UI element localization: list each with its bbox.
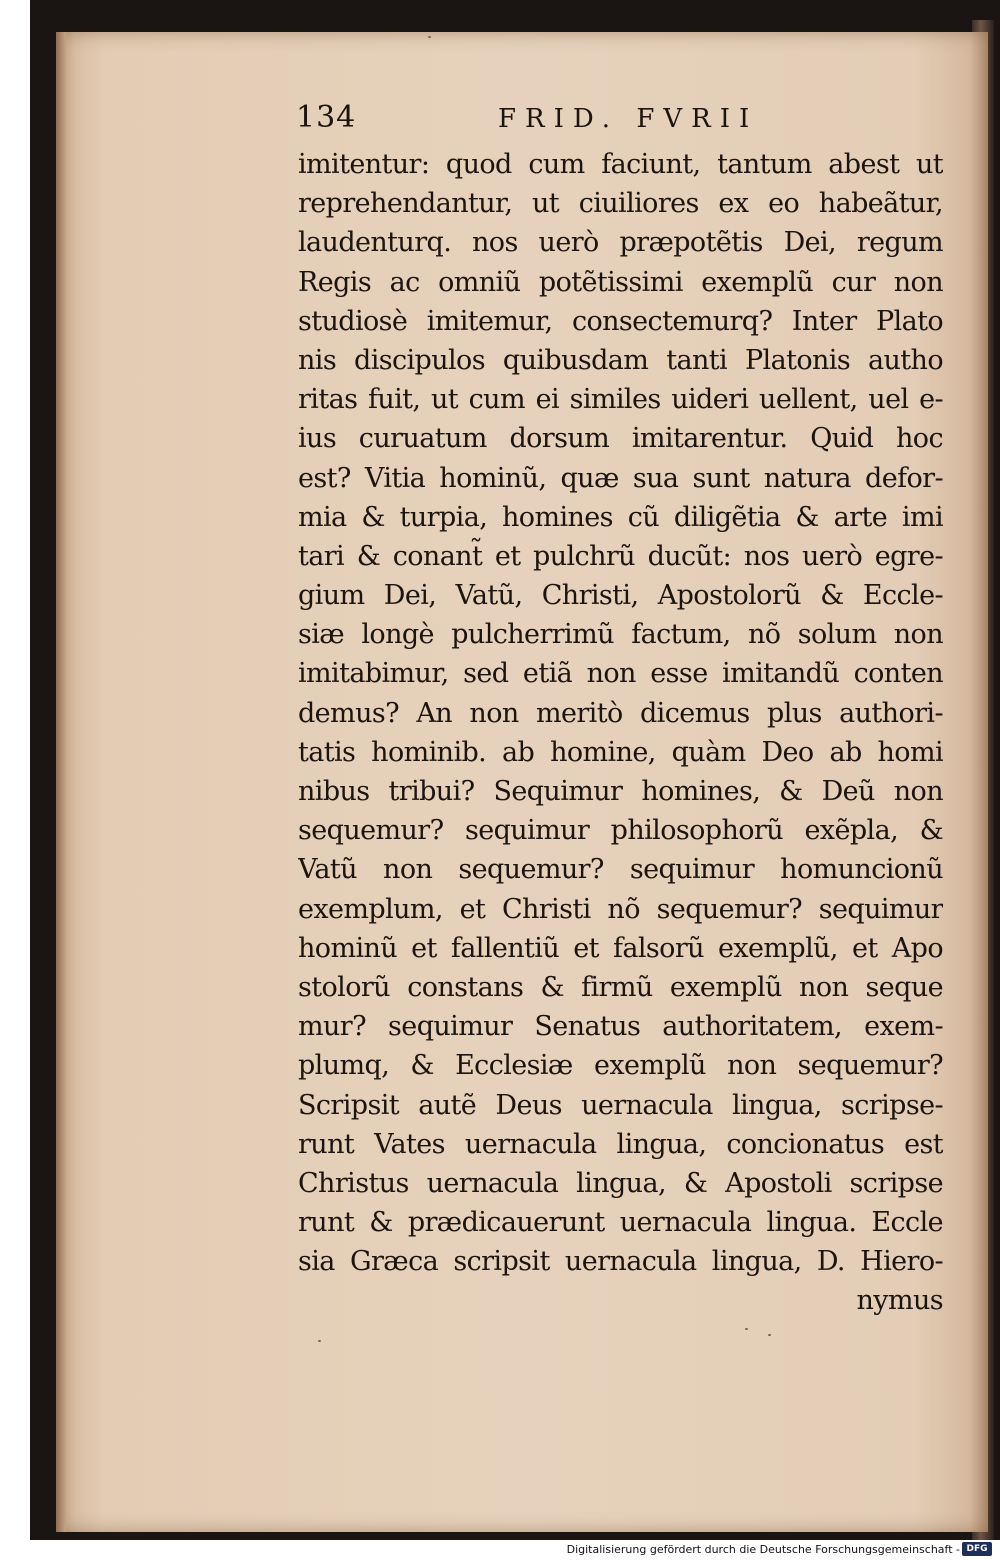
text-line: nis discipulos quibusdam tanti Platonis autho — [298, 344, 943, 376]
text-line: siæ longè pulcherrimũ factum, nõ solum non — [298, 619, 943, 651]
text-line: exemplum, et Christi nõ sequemur? sequimur — [298, 893, 943, 925]
text-line: studiosè imitemur, consectemurq? Inter Plato — [298, 305, 943, 337]
text-line: Regis ac omniũ potẽtissimi exemplũ cur non — [298, 266, 943, 298]
text-line: gium Dei, Vatũ, Christi, Apostolorũ & Eccle- — [298, 580, 943, 612]
text-line: demus? An non meritò dicemus plus authori- — [298, 697, 943, 729]
text-line: mur? sequimur Senatus authoritatem, exem- — [298, 1011, 943, 1043]
dfg-logo: DFG — [962, 1542, 992, 1556]
running-head: FRID. FVRII — [498, 104, 759, 134]
text-line: sequemur? sequimur philosophorũ exẽpla, & — [298, 815, 943, 847]
text-line: ritas fuit, ut cum ei similes uideri uellent, uel e- — [298, 384, 943, 416]
text-line: runt Vates uernacula lingua, concionatus est — [298, 1128, 943, 1160]
ink-speck — [768, 1334, 771, 1336]
text-line: plumq, & Ecclesiæ exemplũ non sequemur? — [298, 1050, 943, 1082]
text-line: hominũ et fallentiũ et falsorũ exemplũ, et Apo — [298, 932, 943, 964]
text-line: ius curuatum dorsum imitarentur. Quid hoc — [298, 423, 943, 455]
text-line: mia & turpia, homines cũ diligẽtia & arte imi — [298, 501, 943, 533]
text-line: Vatũ non sequemur? sequimur homuncionũ — [298, 854, 943, 886]
text-line: imitentur: quod cum faciunt, tantum abest ut — [298, 149, 943, 180]
text-line: reprehendantur, ut ciuiliores ex eo habeãtur, — [298, 188, 943, 220]
text-line: imitabimur, sed etiã non esse imitandũ conten — [298, 658, 943, 690]
text-line: est? Vitia hominũ, quæ sua sunt natura defor- — [298, 462, 943, 494]
text-line: Christus uernacula lingua, & Apostoli scripse — [298, 1167, 943, 1199]
catchword: nymus — [856, 1285, 943, 1317]
text-line: laudenturq. nos uerò præpotẽtis Dei, regum — [298, 227, 943, 259]
ink-speck — [745, 1328, 748, 1330]
ink-speck — [318, 1340, 321, 1342]
text-line: Scripsit autẽ Deus uernacula lingua, scripse- — [298, 1089, 943, 1121]
text-line: tari & conant̃ et pulchrũ ducũt: nos uerò egre- — [298, 540, 943, 572]
text-line: sia Græca scripsit uernacula lingua, D. Hiero- — [298, 1246, 943, 1278]
body-text — [298, 145, 943, 1321]
page-number: 134 — [296, 100, 357, 135]
ink-speck — [428, 36, 431, 38]
text-line: tatis hominib. ab homine, quàm Deo ab homi — [298, 736, 943, 768]
text-line: runt & prædicauerunt uernacula lingua. Eccle — [298, 1207, 943, 1239]
page-edge-left — [56, 32, 66, 1532]
text-line: stolorũ constans & firmũ exemplũ non seque — [298, 971, 943, 1003]
digitization-credit: Digitalisierung gefördert durch die Deutsche Forschungsgemeinschaft - — [566, 1543, 960, 1556]
text-line: nibus tribui? Sequimur homines, & Deũ non — [298, 776, 943, 807]
